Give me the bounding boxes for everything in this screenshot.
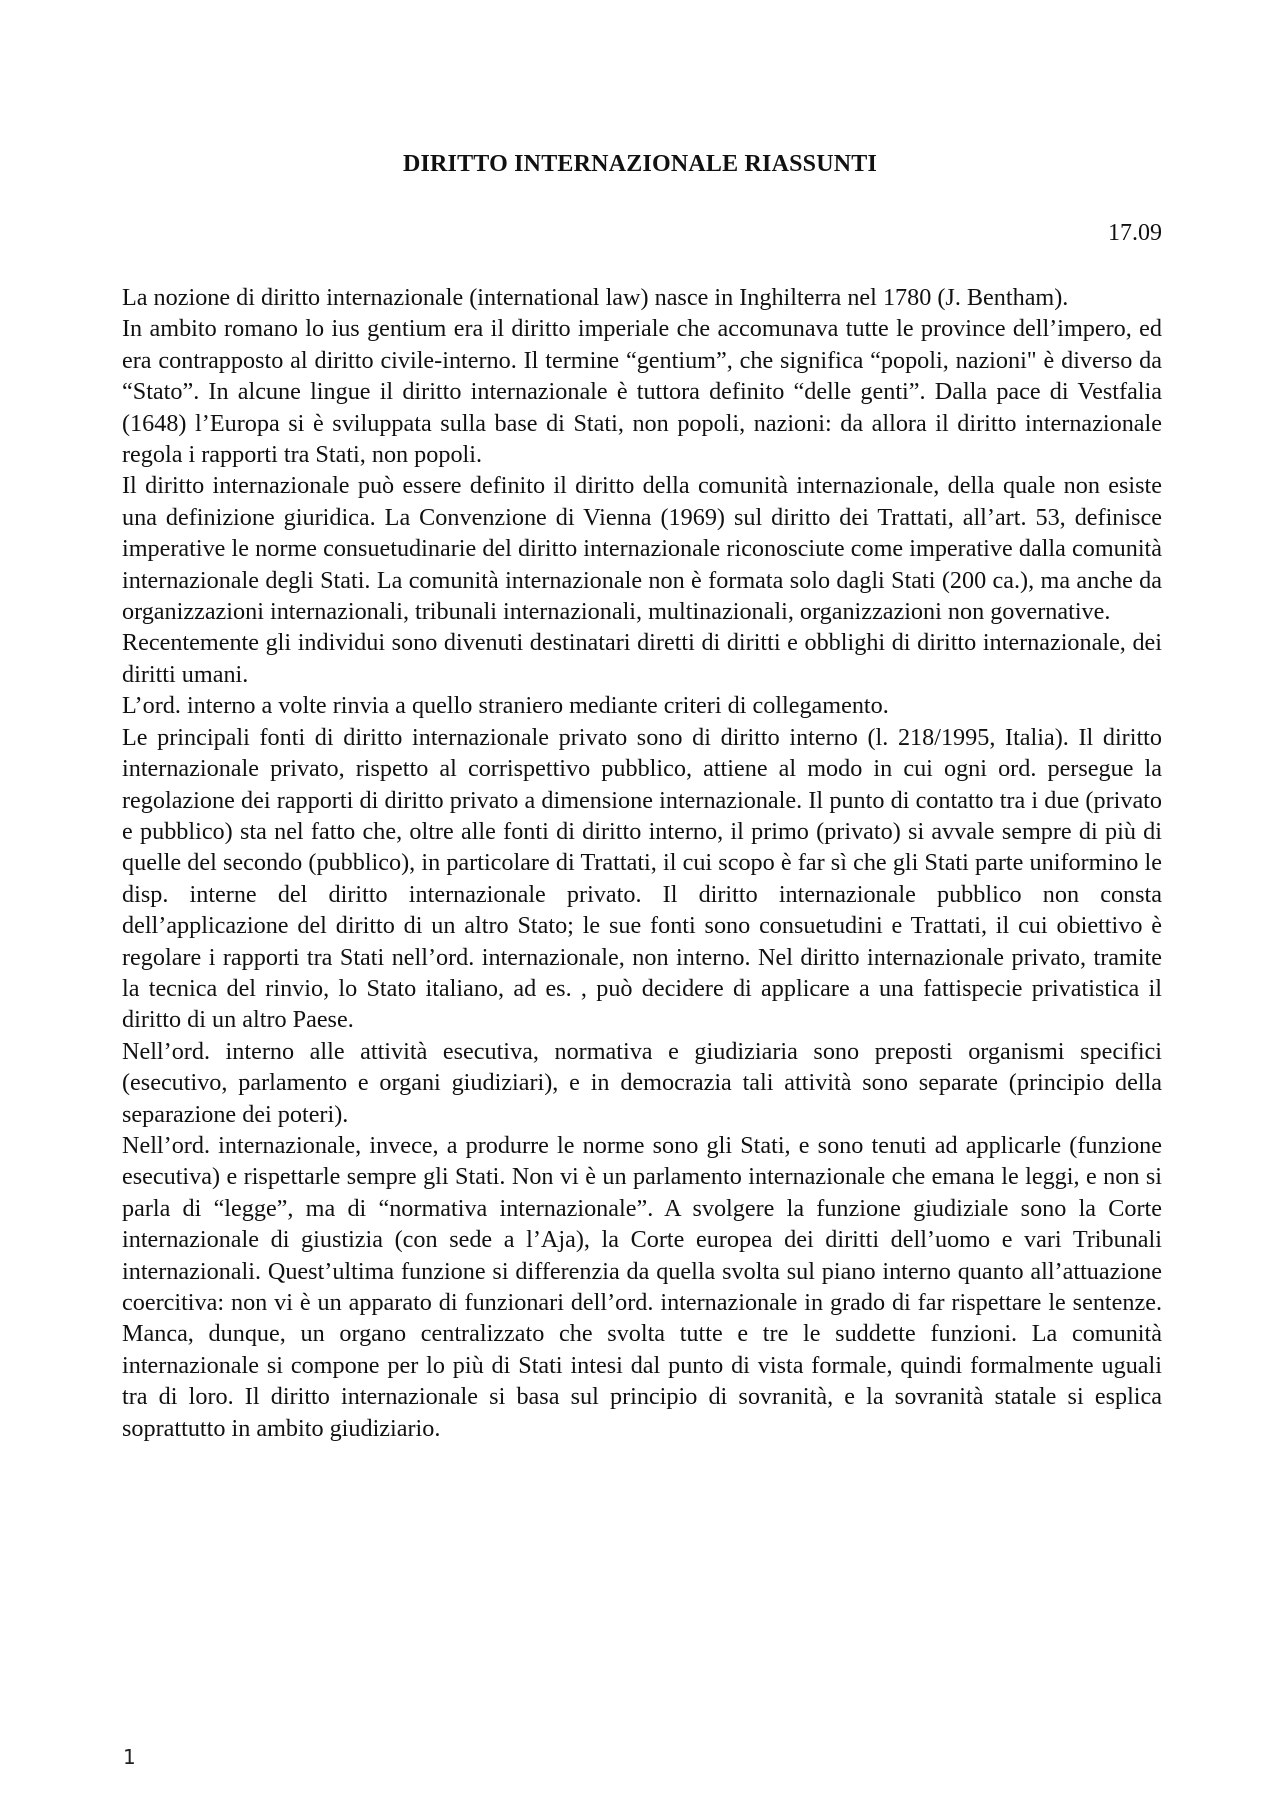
paragraph: La nozione di diritto internazionale (international law) nasce in Inghilterra nel 1780 (J. Bentham). xyxy=(122,284,1069,311)
document-date: 17.09 xyxy=(1108,220,1162,246)
paragraph: Le principali fonti di diritto internazionale privato sono di diritto interno (l. 218/1995, Italia). Il diritto internazionale privato, rispetto al corrispettivo pubblico, attiene al modo in cui ogni ord. persegue la regolazione dei rapporti di diritto privato a dimensione internazionale. Il punto di contatto tra i due (privato e pubblico) sta nel fatto che, oltre alle fonti di diritto interno, il primo (privato) si avvale sempre di più di quelle del secondo (pubblico), in particolare di Trattati, il cui scopo è far sì che gli Stati parte uniformino le disp. interne del diritto internazionale privato. Il diritto internazionale pubblico non consta dell’applicazione del diritto di un altro Stato; le sue fonti sono consuetudini e Trattati, il cui obiettivo è regolare i rapporti tra Stati nell’ord. internazionale, non interno. Nel diritto internazionale privato, tramite la tecnica del rinvio, lo Stato italiano, ad es. , può decidere di applicare a una fattispecie privatistica il diritto di un altro Paese. xyxy=(122,723,1162,1034)
paragraph: L’ord. interno a volte rinvia a quello straniero mediante criteri di collegamento. xyxy=(122,692,889,720)
document-body xyxy=(122,282,1162,1444)
paragraph: Nell’ord. internazionale, invece, a produrre le norme sono gli Stati, e sono tenuti ad applicarle (funzione esecutiva) e rispettarle sempre gli Stati. Non vi è un parlamento internazionale che emana le leggi, e non si parla di “legge”, ma di “normativa internazionale”. A svolgere la funzione giudiziale sono la Corte internazionale di giustizia (con sede a l’Aja), la Corte europea dei diritti dell’uomo e vari Tribunali internazionali. Quest’ultima funzione si differenzia da quella svolta sul piano interno quanto all’attuazione coercitiva: non vi è un apparato di funzionari dell’ord. internazionale in grado di far rispettare le sentenze. Manca, dunque, un organo centralizzato che svolta tutte e tre le suddette funzioni. La comunità internazionale si compone per lo più di Stati intesi dal punto di vista formale, quindi formalmente uguali tra di loro. Il diritto internazionale si basa sul principio di sovranità, e la sovranità statale si esplica soprattutto in ambito giudiziario. xyxy=(122,1131,1162,1442)
paragraph: Recentemente gli individui sono divenuti destinatari diretti di diritti e obblighi di diritto internazionale, dei diritti umani. xyxy=(122,629,1162,688)
paragraph: Il diritto internazionale può essere definito il diritto della comunità internazionale, della quale non esiste una definizione giuridica. La Convenzione di Vienna (1969) sul diritto dei Trattati, all’art. 53, definisce imperative le norme consuetudinarie del diritto internazionale riconosciute come imperative dalla comunità internazionale degli Stati. La comunità internazionale non è formata solo dagli Stati (200 ca.), ma anche da organizzazioni internazionali, tribunali internazionali, multinazionali, organizzazioni non governative. xyxy=(122,472,1162,626)
paragraph: Nell’ord. interno alle attività esecutiva, normativa e giudiziaria sono preposti organismi specifici (esecutivo, parlamento e organi giudiziari), e in democrazia tali attività sono separate (principio della separazione dei poteri). xyxy=(122,1037,1162,1128)
document-title: DIRITTO INTERNAZIONALE RIASSUNTI xyxy=(402,151,878,177)
page-number: 1 xyxy=(123,1745,136,1769)
paragraph: In ambito romano lo ius gentium era il diritto imperiale che accomunava tutte le province dell’impero, ed era contrapposto al diritto civile-interno. Il termine “gentium”, che significa “popoli, nazioni" è diverso da “Stato”. In alcune lingue il diritto internazionale è tuttora definito “delle genti”. Dalla pace di Vestfalia (1648) l’Europa si è sviluppata sulla base di Stati, non popoli, nazioni: da allora il diritto internazionale regola i rapporti tra Stati, non popoli. xyxy=(122,315,1162,469)
